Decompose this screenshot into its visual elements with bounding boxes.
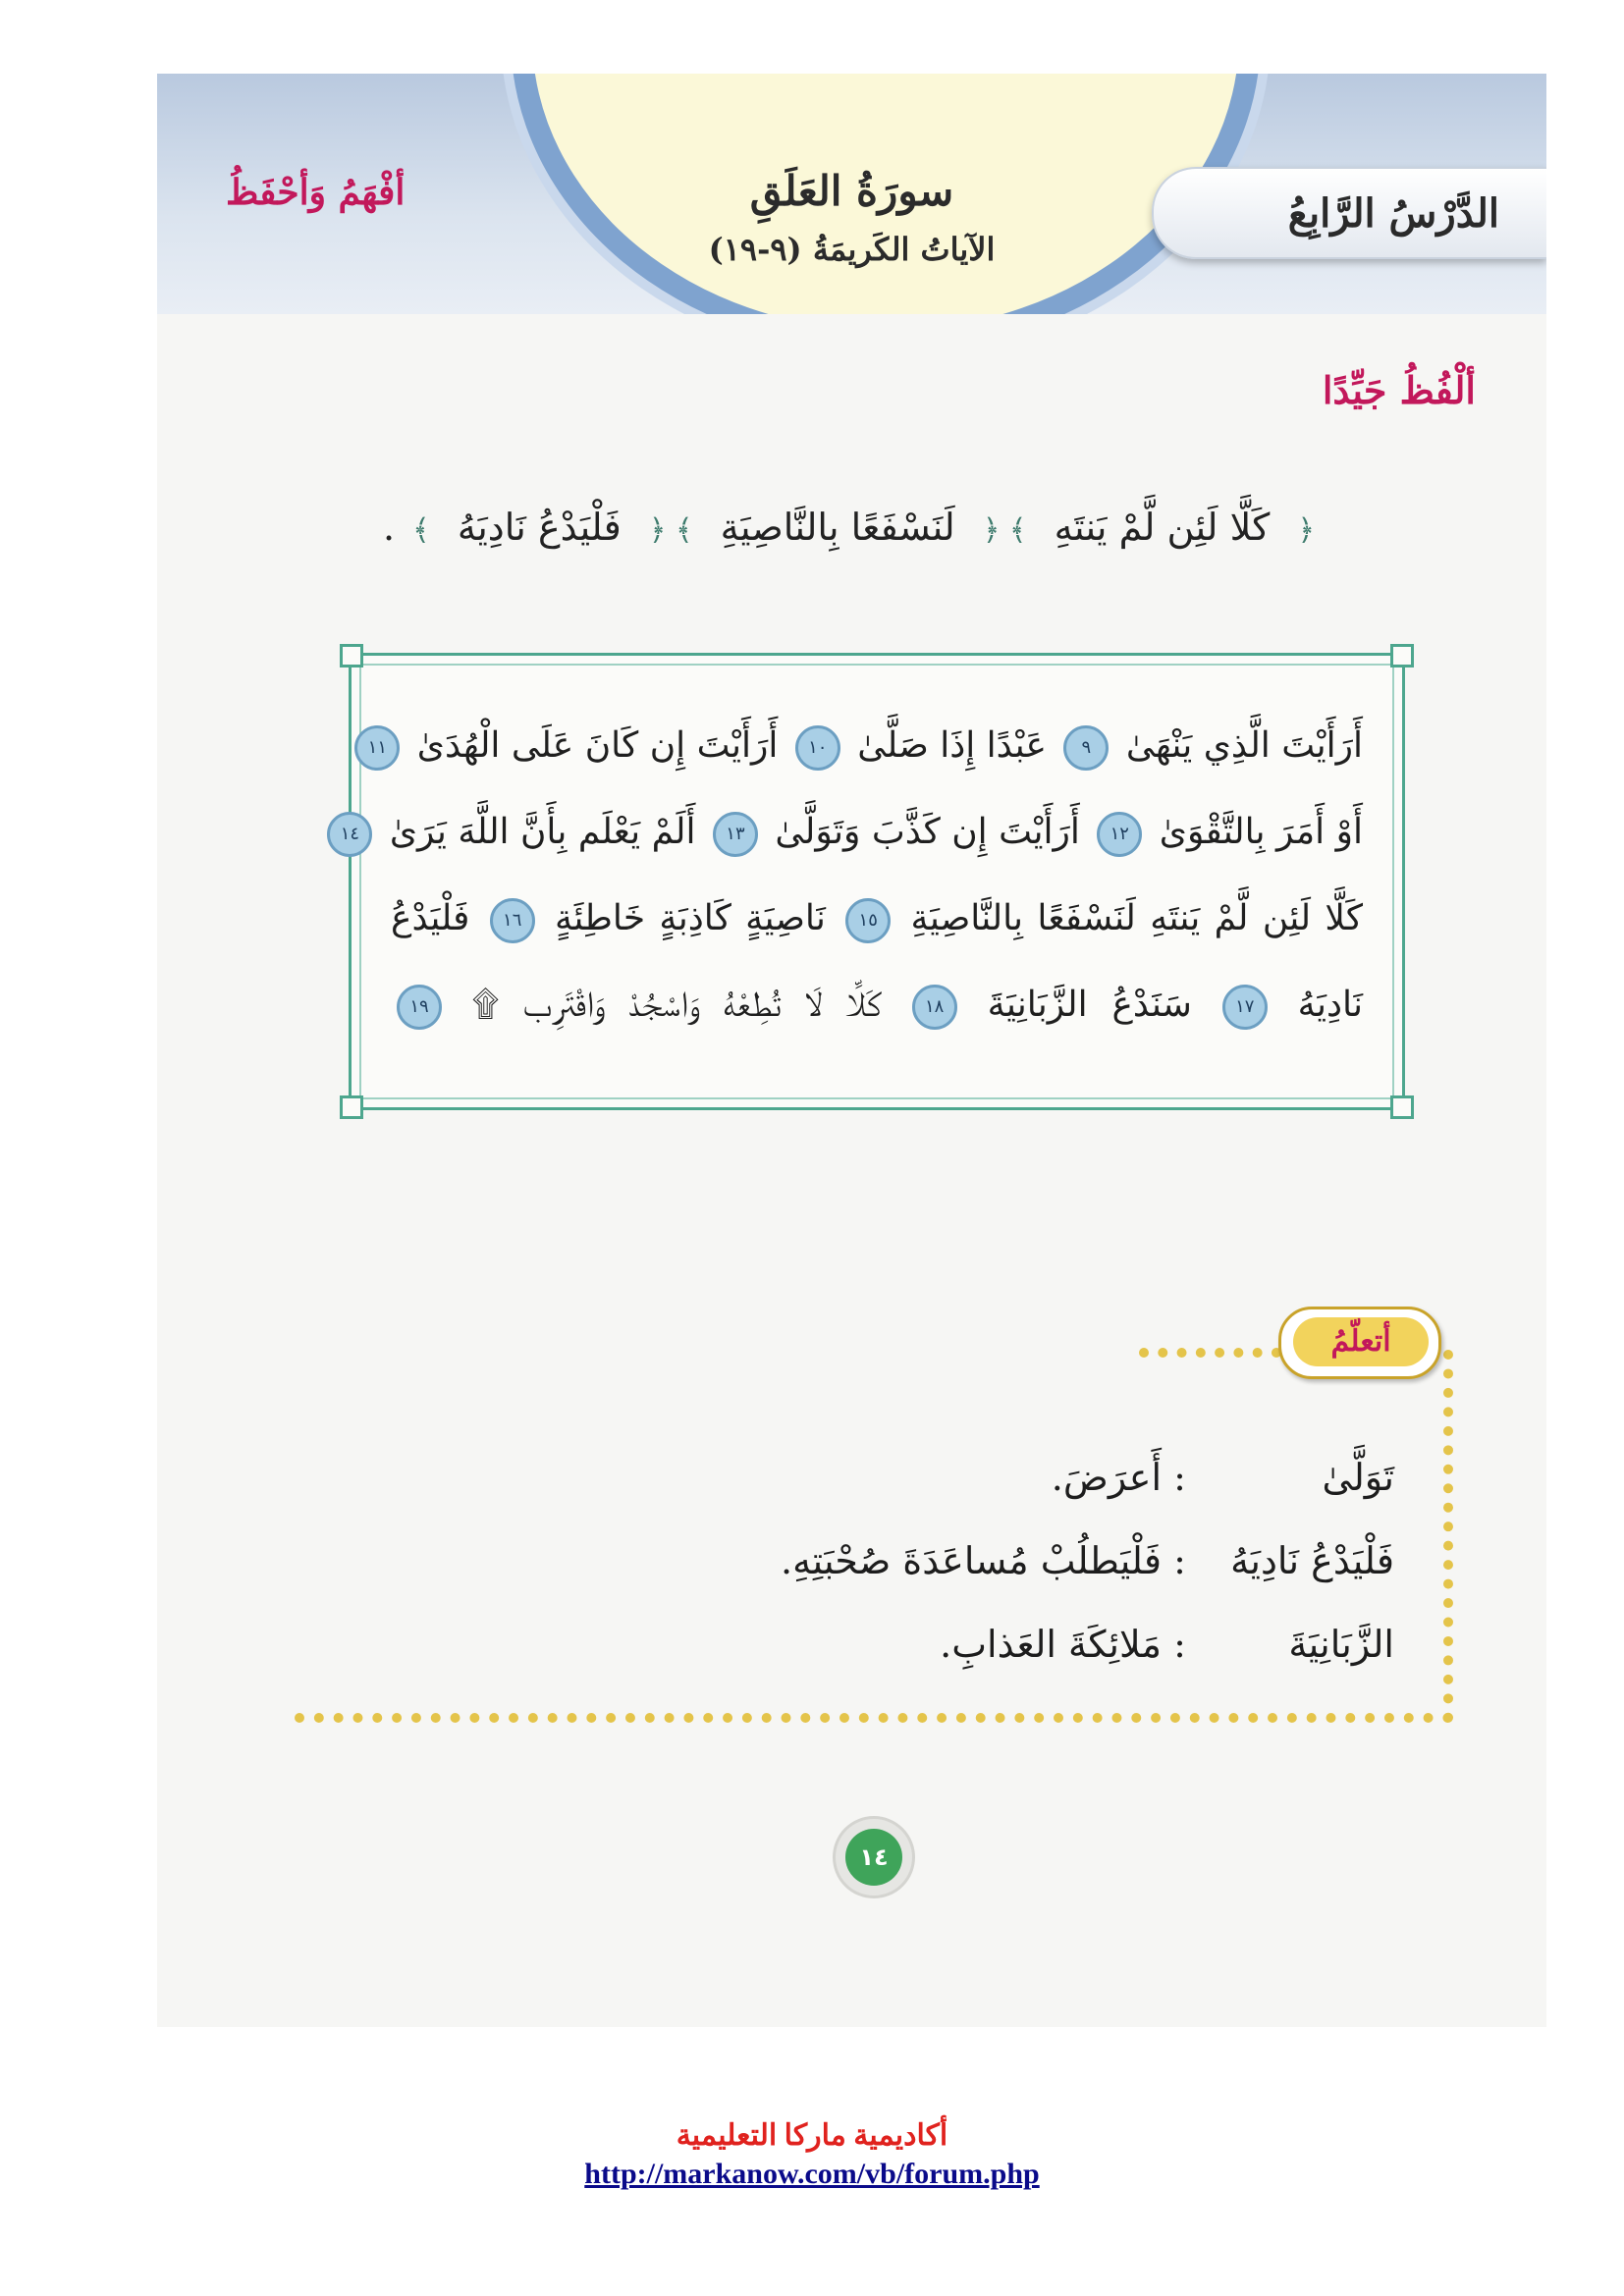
- vocab-term: تَوَلَّىٰ: [1322, 1456, 1394, 1499]
- ayah-number-badge: ٩: [1063, 725, 1109, 771]
- dotted-border: [295, 1713, 1453, 1723]
- vocab-meaning: : أَعرَضَ.: [1051, 1456, 1186, 1499]
- textbook-page: [157, 74, 1546, 2027]
- learn-tab: [1278, 1307, 1441, 1379]
- frame-corner-decoration: [340, 1095, 363, 1119]
- ayah-number-badge: ١١: [354, 725, 400, 771]
- verse-text: أَلَمْ يَعْلَم بِأَنَّ اللَّهَ يَرَىٰ: [389, 812, 696, 852]
- footer-link[interactable]: http://markanow.com/vb/forum.php: [584, 2158, 1040, 2190]
- vocab-item: [353, 1522, 1394, 1600]
- corner-label: أفْهَمُ وَأحْفَظُ: [226, 172, 406, 213]
- ayah-number-badge: ١٥: [845, 898, 891, 943]
- verse-text: أَرَأَيْتَ الَّذِي يَنْهَىٰ: [1125, 725, 1363, 766]
- learn-tab-label: أتعلّمُ: [1293, 1317, 1429, 1366]
- pronounce-heading: ألْفُظُ جَيِّدًا: [1322, 368, 1476, 412]
- ayah-number-badge: ١٤: [327, 812, 372, 857]
- learn-section: [295, 1291, 1453, 1723]
- verse-text: كَلَّا لَئِن لَّمْ يَنتَهِ لَنَسْفَعًا بِالنَّاصِيَةِ: [910, 898, 1363, 938]
- ayah-number-badge: ١٢: [1097, 812, 1142, 857]
- verse-text: أَرَأَيْتَ إِن كَانَ عَلَى الْهُدَىٰ: [416, 725, 779, 766]
- vocab-term: الزَّبَانِيَةَ: [1288, 1623, 1394, 1666]
- vocab-meaning: : فَلْيَطلُبْ مُساعَدَةَ صُحْبَتِهِ.: [781, 1539, 1186, 1582]
- vocab-item: [353, 1438, 1394, 1517]
- ornament-icon: ﴾ ﴿: [648, 513, 693, 548]
- frame-corner-decoration: [1390, 644, 1414, 667]
- quran-line: [367, 703, 1363, 789]
- ayah-number-badge: ١٧: [1222, 985, 1268, 1030]
- quran-line: [391, 962, 1363, 1048]
- quran-lines: [340, 703, 1363, 1048]
- pronounce-words: [157, 506, 1546, 549]
- ayah-number-badge: ١٣: [713, 812, 758, 857]
- ornament-icon: ﴾: [412, 513, 430, 548]
- pronounce-word: فَلْيَدْعُ نَادِيَهُ: [457, 506, 622, 549]
- dotted-border: [1443, 1350, 1453, 1723]
- frame-corner-decoration: [1390, 1095, 1414, 1119]
- page-number: ١٤: [845, 1829, 902, 1886]
- dotted-border: [1139, 1348, 1281, 1358]
- page-number-badge: [833, 1816, 915, 1898]
- vocab-term: فَلْيَدْعُ نَادِيَهُ: [1230, 1539, 1394, 1582]
- ayah-number-badge: ١٠: [795, 725, 840, 771]
- ornament-icon: ﴾ ﴿: [982, 513, 1027, 548]
- lesson-title: الدَّرْسُ الرَّابِعُ: [1287, 190, 1499, 237]
- ayah-number-badge: ١٦: [490, 898, 535, 943]
- footer-academy-name: أكاديمية ماركا التعليمية: [676, 2119, 948, 2152]
- verse-text: عَبْدًا إِذَا صَلَّىٰ: [857, 725, 1047, 766]
- verse-text: كَلَّا لَا تُطِعْهُ وَاسْجُدْ وَاقْتَرِب ۩: [471, 985, 882, 1025]
- quran-verses-frame: [340, 653, 1405, 1110]
- surah-title: سورَةُ العَلَقِ: [749, 167, 954, 215]
- verse-text: فَلْيَدْعُ: [391, 898, 470, 938]
- verse-text: نَاصِيَةٍ كَاذِبَةٍ خَاطِئَةٍ: [555, 898, 826, 938]
- pronounce-end-mark: .: [382, 506, 396, 549]
- verse-text: نَادِيَهُ: [1297, 985, 1363, 1025]
- ornament-icon: ﴿: [1297, 513, 1316, 548]
- ayah-number-badge: ١٩: [397, 985, 442, 1030]
- pronounce-word: كَلَّا لَئِن لَّمْ يَنتَهِ: [1054, 506, 1271, 549]
- page-header: [157, 74, 1546, 314]
- vocab-item: [353, 1605, 1394, 1683]
- verses-range: الآياتُ الكَريمَةُ (٩-١٩): [708, 231, 996, 268]
- quran-line: [391, 876, 1363, 962]
- ayah-number-badge: ١٨: [912, 985, 957, 1030]
- frame-corner-decoration: [340, 644, 363, 667]
- vocab-meaning: : مَلائِكَةَ العَذابِ.: [940, 1623, 1186, 1666]
- verse-text: سَنَدْعُ الزَّبَانِيَةَ: [987, 985, 1192, 1025]
- quran-line: [340, 789, 1363, 876]
- verse-text: أَوْ أَمَرَ بِالتَّقْوَىٰ: [1159, 812, 1363, 852]
- pronounce-word: لَنَسْفَعًا بِالنَّاصِيَةِ: [720, 506, 955, 549]
- verse-text: أَرَأَيْتَ إِن كَذَّبَ وَتَوَلَّىٰ: [775, 812, 1080, 852]
